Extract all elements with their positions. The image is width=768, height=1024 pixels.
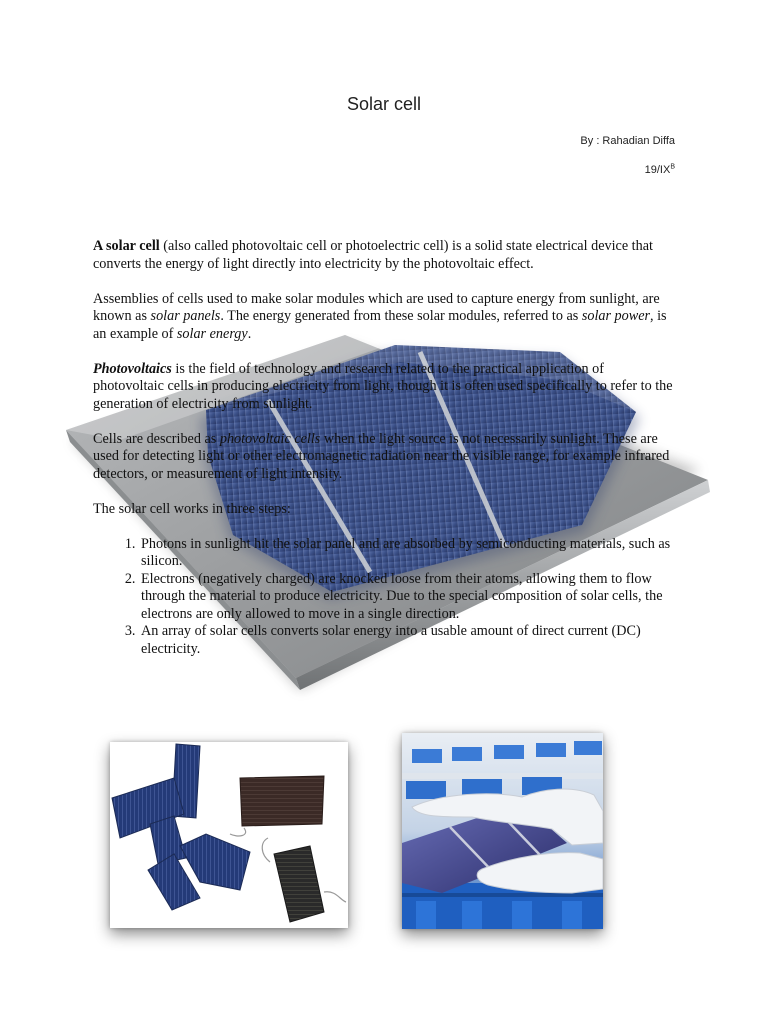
step-item: 3. An array of solar cells converts solar energy into a usable amount of direct current (DC) electricity. bbox=[139, 623, 678, 658]
scattered-cells-drawing bbox=[110, 742, 348, 928]
term-solar-panels: solar panels bbox=[150, 308, 221, 324]
paragraph-cells-described bbox=[93, 431, 678, 484]
paragraph-definition bbox=[93, 238, 678, 273]
term-solar-energy: solar energy bbox=[176, 325, 248, 342]
page-title: Solar cell bbox=[346, 94, 422, 114]
scattered-solar-cells-image bbox=[110, 742, 348, 928]
cells-text-2: when the light source is not necessarily sunlight. These are used for detecting light or other electromagnetic radiation near the visible range, for example infrared detectors, or measurement of light intensity. bbox=[93, 430, 670, 482]
paragraph-steps-intro: The solar cell works in three steps: bbox=[93, 500, 291, 517]
assemblies-text-4: . bbox=[247, 325, 252, 342]
class-superscript: B bbox=[670, 163, 675, 171]
term-solar-cell: A solar cell bbox=[93, 238, 160, 254]
steps-list bbox=[93, 536, 678, 659]
author-line: By : Rahadian Diffa bbox=[580, 135, 675, 147]
term-photovoltaic-cells: photovoltaic cells bbox=[219, 430, 321, 447]
assemblies-text-3: , is an example of bbox=[93, 308, 667, 342]
term-solar-power: solar power bbox=[581, 308, 651, 324]
cells-text-1: Cells are described as bbox=[93, 430, 220, 447]
gloved-hands-drawing bbox=[402, 733, 603, 929]
step-item: 2. Electrons (negatively charged) are knocked loose from their atoms, allowing them to flow through the material to produce electricity. Due to the special composition of solar cells, the electrons are only allowed to move in a single direction. bbox=[139, 571, 678, 624]
term-photovoltaics: Photovoltaics bbox=[93, 360, 172, 377]
gloved-hands-wafer-image bbox=[402, 733, 603, 929]
assemblies-text-2: . The energy generated from these solar modules, referred to as bbox=[220, 308, 582, 324]
paragraph-photovoltaics bbox=[93, 361, 678, 414]
step-item: 1. Photons in sunlight hit the solar panel and are absorbed by semiconducting materials, such as silicon. bbox=[139, 536, 678, 571]
document-body bbox=[93, 238, 678, 658]
definition-text: (also called photovoltaic cell or photoelectric cell) is a solid state electrical device that converts the energy of light directly into electricity by the photovoltaic effect. bbox=[93, 238, 653, 272]
photovoltaics-text: is the field of technology and research related to the practical application of photovoltaic cells in producing electricity from light, though it is often used specifically to refer to the generation of electricity from sunlight. bbox=[93, 360, 673, 412]
class-main: 19/IX bbox=[644, 164, 671, 176]
class-line bbox=[645, 164, 675, 176]
assemblies-text-1: Assemblies of cells used to make solar modules which are used to capture energy from sunlight, are known as bbox=[93, 290, 660, 324]
paragraph-assemblies bbox=[93, 291, 678, 344]
